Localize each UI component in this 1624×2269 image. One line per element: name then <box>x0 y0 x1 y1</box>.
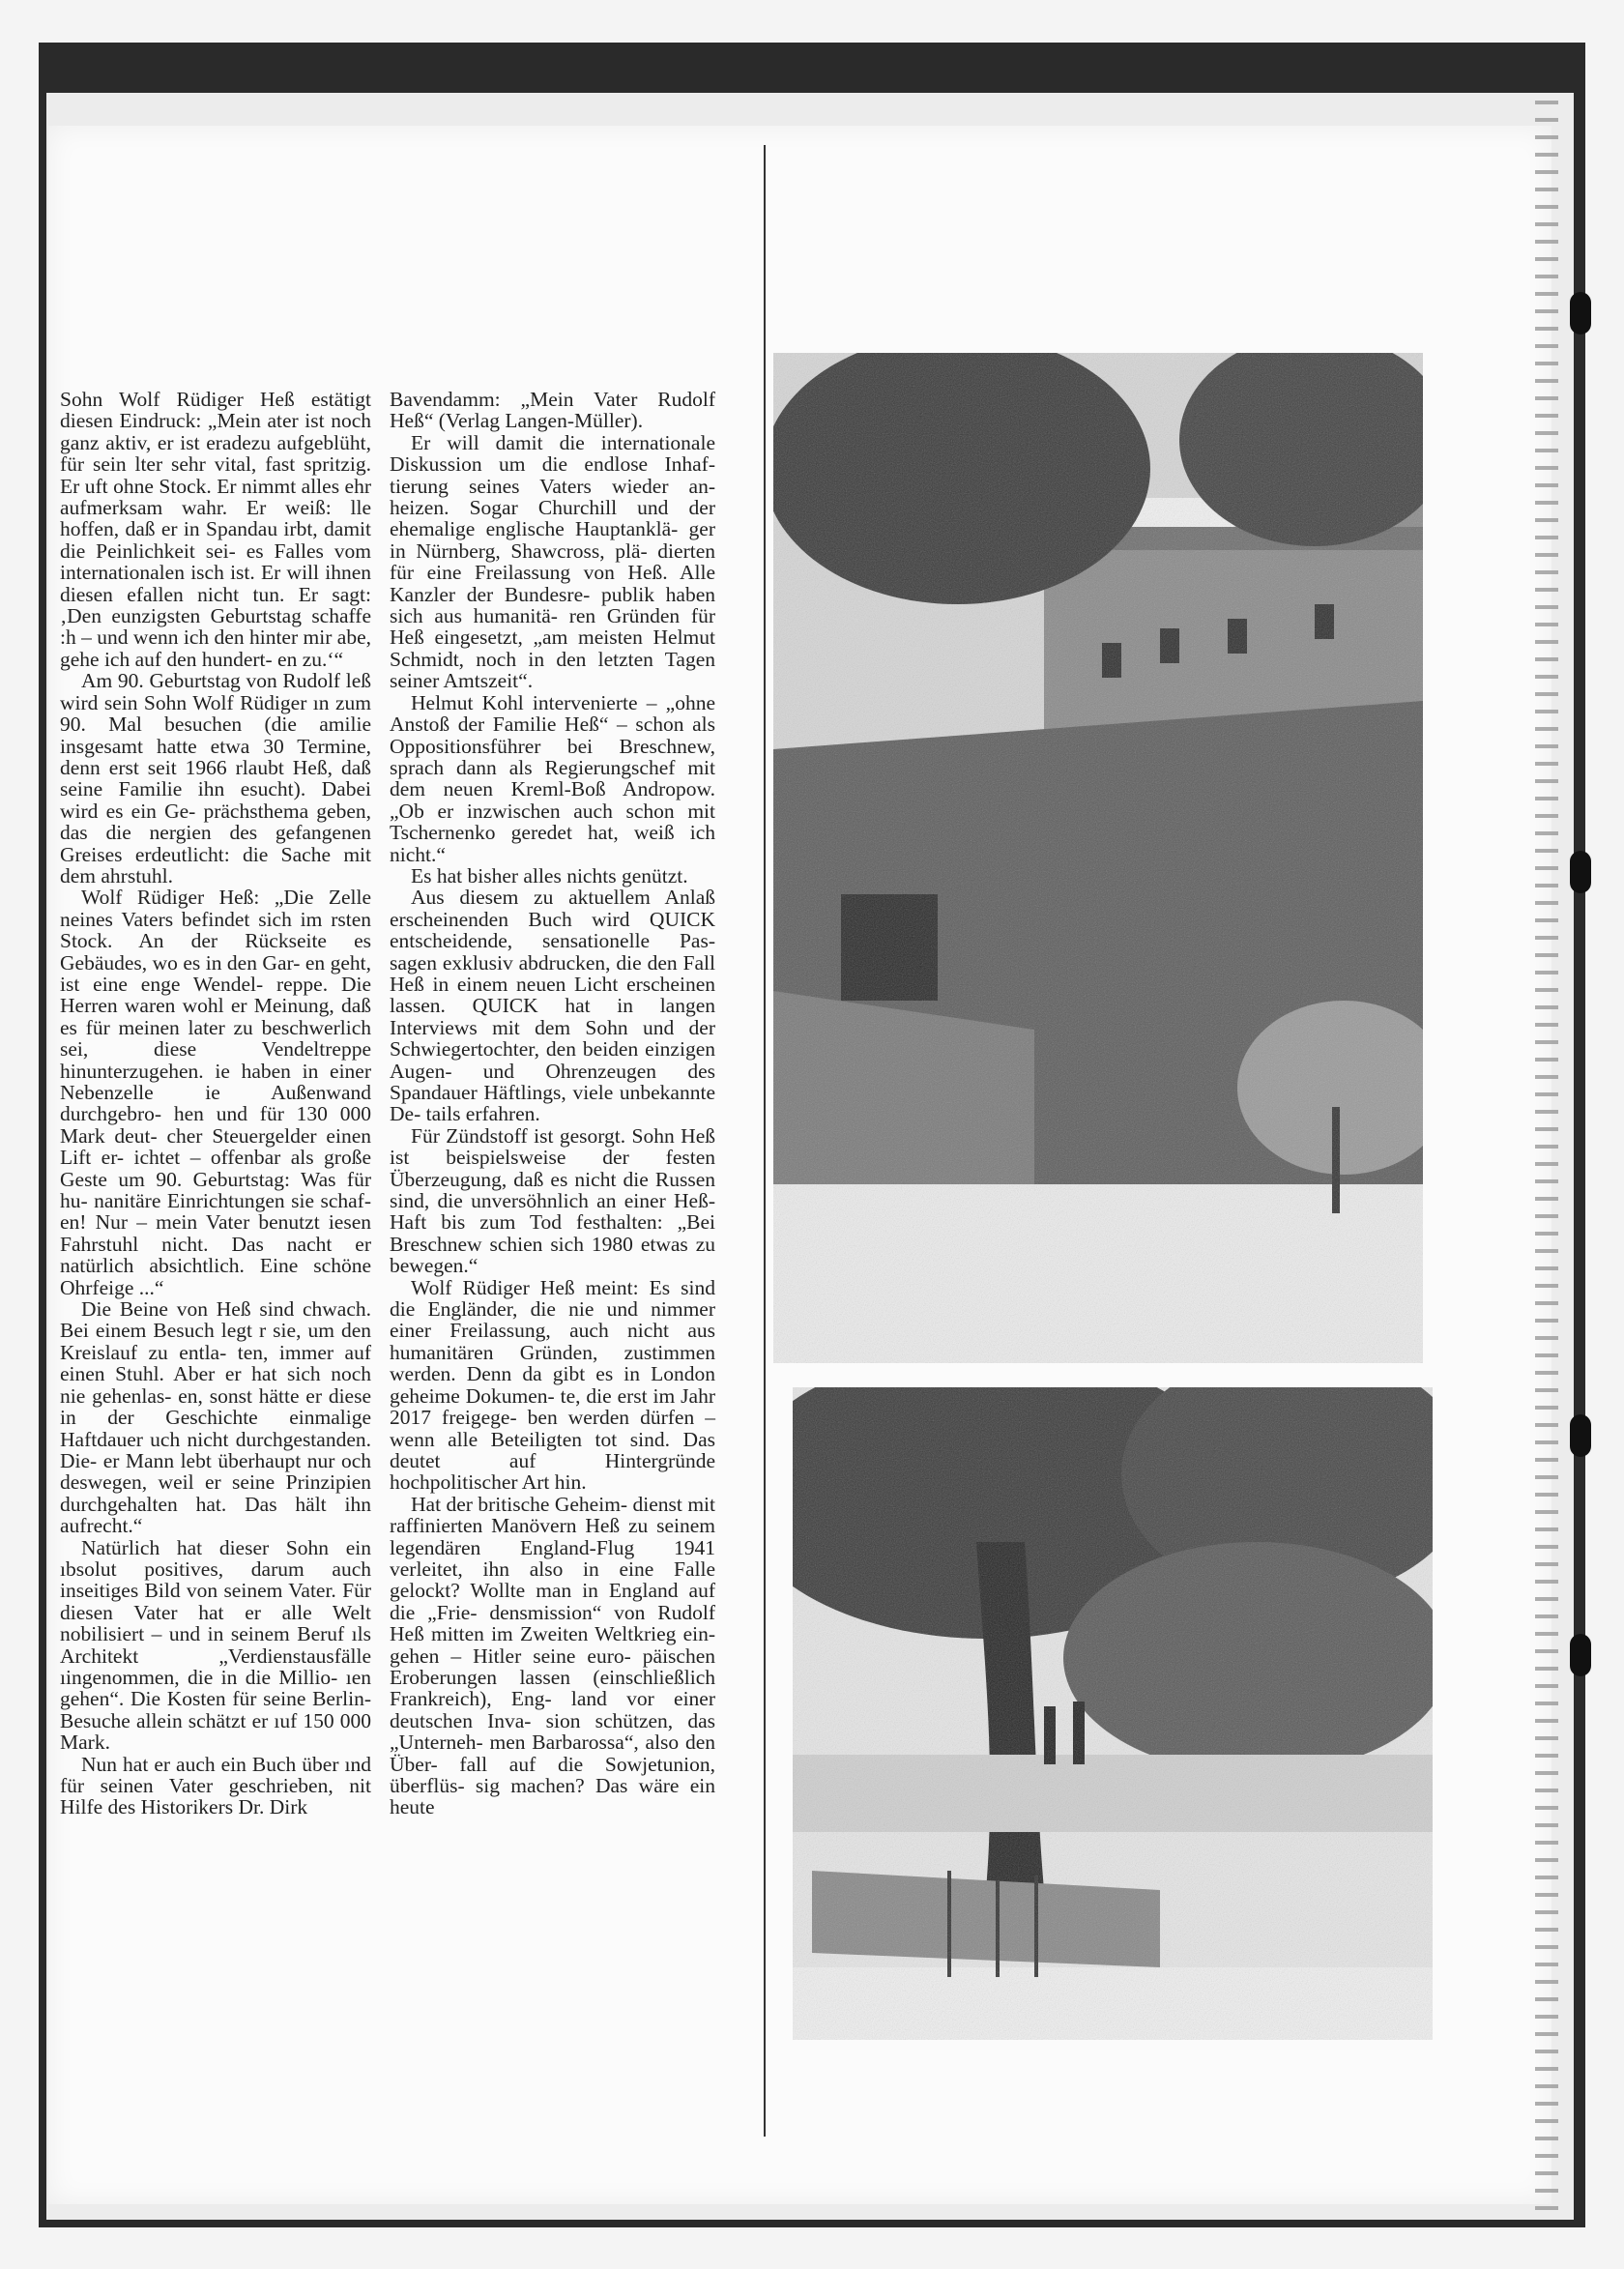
paragraph: Aus diesem zu aktuellem Anlaß erscheinenden Buch wird QUICK entscheidende, sensationelle Pas- sagen exklusiv abdrucken, die den Fall Heß in einem neuen Licht erscheinen lassen. QUICK hat in langen Interviews mit dem Sohn und der Schwiegertochter, den beiden einzigen Augen- und Ohrenzeugen des Spandauer Häftlings, viele unbekannte De- tails erfahren. <box>390 886 715 1126</box>
paragraph: Bavendamm: „Mein Vater Rudolf Heß“ (Verlag Langen-Müller). <box>390 388 715 433</box>
paragraph: Nun hat er auch ein Buch über ınd für seinen Vater geschrieben, nit Hilfe des Historikers Dr. Dirk <box>60 1752 371 1819</box>
spandau-prison-photo <box>773 353 1423 1363</box>
punch-hole-1 <box>1570 292 1591 335</box>
paragraph: Helmut Kohl intervenierte – „ohne Anstoß der Familie Heß“ – schon als Oppositionsführer bei Breschnew, sprach dann als Regierungschef mit dem neuen Kreml-Boß Andropow. „Ob er inzwischen auch schon mit Tschernenko geredet hat, weiß ich nicht.“ <box>390 690 715 866</box>
paragraph: Es hat bisher alles nichts genützt. <box>411 863 688 887</box>
paragraph: Wolf Rüdiger Heß meint: Es sind die Engländer, die nie und nimmer einer Freilassung, auch nicht aus humanitären Gründen, zustimmen werden. Denn da gibt es in London geheime Dokumen- te, die erst im Jahr 2017 freigege- ben werden dürfen – wenn alle Beteiligten tot sind. Das deutet auf Hintergründe hochpolitischer Art hin. <box>390 1275 715 1495</box>
punch-hole-4 <box>1570 1634 1591 1676</box>
article-column-1 <box>60 389 371 1818</box>
paragraph: Natürlich hat dieser Sohn ein ıbsolut positives, darum auch inseitiges Bild von seinem Vater. Für diesen Vater hat er alle Welt nobilisiert – und in seinem Beruf ıls Architekt „Verdienstausfälle ıingenommen, die in die Millio- ıen gehen“. Die Kosten für seine Berlin-Besuche allein schätzt er ıuf 150 000 Mark. <box>60 1535 371 1755</box>
sleeve-perforation <box>1535 93 1558 2220</box>
punch-hole-3 <box>1570 1414 1591 1457</box>
paragraph: Die Beine von Heß sind chwach. Bei einem Besuch legt r sie, um den Kreislauf zu entla- ten, immer auf einen Stuhl. Aber er hat sich noch nie gehenlas- en, sonst hätte er diese in der Geschichte einmalige Haftdauer uch nicht durchgestanden. Die- er Mann lebt überhaupt nur och deswegen, weil er seine Prinzipien durchgehalten hat. Das hält ihn aufrecht.“ <box>60 1297 371 1538</box>
paragraph: Für Zündstoff ist gesorgt. Sohn Heß ist beispielsweise der festen Überzeugung, daß es nicht die Russen sind, die unversöhnlich an einer Heß-Haft bis zum Tod festhalten: „Bei Breschnew schien sich 1980 etwas zu bewegen.“ <box>390 1123 715 1278</box>
prison-garden-photo <box>793 1387 1433 2040</box>
article-column-2 <box>390 389 715 1818</box>
paragraph: Am 90. Geburtstag von Rudolf leß wird sein Sohn Wolf Rüdiger ın zum 90. Mal besuchen (die amilie insgesamt hatte etwa 30 Termine, denn erst seit 1966 rlaubt Heß, daß seine Familie ihn esucht). Dabei wird es ein Ge- prächsthema geben, das die nergien des gefangenen Greises erdeutlicht: die Sache mit dem ahrstuhl. <box>60 669 371 887</box>
paragraph: Hat der britische Geheim- dienst mit raffinierten Manövern Heß zu seinem legendären England-Flug 1941 verleitet, ihn also in eine Falle gelockt? Wollte man in England auf die „Frie- densmission“ von Rudolf Heß mitten im Zweiten Weltkrieg ein- gehen – Hitler seine euro- päischen Eroberungen lassen (einschließlich Frankreich), Eng- land vor einer deutschen Inva- sion schützen, das „Unterneh- men Barbarossa“, also den Über- fall auf die Sowjetunion, überflüs- sig machen? Das wäre ein heute <box>390 1492 715 1819</box>
column-divider <box>764 145 766 2137</box>
paragraph: Sohn Wolf Rüdiger Heß estätigt diesen Eindruck: „Mein ater ist noch ganz aktiv, er ist eradezu aufgeblüht, für sein lter sehr vital, fast spritzig. Er uft ohne Stock. Er nimmt alles ehr aufmerksam wahr. Er weiß: lle hoffen, daß er in Spandau irbt, damit die Peinlichkeit sei- es Falles vom internationalen isch ist. Er will ihnen diesen efallen nicht tun. Er sagt: ‚Den eunzigsten Geburtstag schaffe :h – und wenn ich den hinter mir abe, gehe ich auf den hundert- en zu.‘“ <box>60 388 371 671</box>
paragraph: Wolf Rüdiger Heß: „Die Zelle neines Vaters befindet sich im rsten Stock. An der Rückseite es Gebäudes, wo es in den Gar- en geht, ist eine enge Wendel- reppe. Die Herren waren wohl er Meinung, daß es für meinen later zu beschwerlich sei, diese Vendeltreppe hinunterzugehen. ie haben in einer Nebenzelle ie Außenwand durchgebro- hen und für 130 000 Mark deut- cher Steuergelder einen Lift er- ichtet – offenbar als große Geste um 90. Geburtstag: Was für hu- nanitäre Einrichtungen sie schaf- en! Nur – mein Vater benutzt iesen Fahrstuhl nicht. Das nacht er natürlich absichtlich. Eine schöne Ohrfeige ...“ <box>60 886 371 1299</box>
punch-hole-2 <box>1570 851 1591 893</box>
paragraph: Er will damit die internationale Diskussion um die endlose Inhaf- tierung seines Vaters wieder an- heizen. Sogar Churchill und der ehemalige englische Hauptanklä- ger in Nürnberg, Shawcross, plä- dierten für eine Freilassung von Heß. Alle Kanzler der Bundesre- publik haben sich aus humanitä- ren Gründen für Heß eingesetzt, „am meisten Helmut Schmidt, noch in den letzten Tagen seiner Amtszeit“. <box>390 430 715 693</box>
